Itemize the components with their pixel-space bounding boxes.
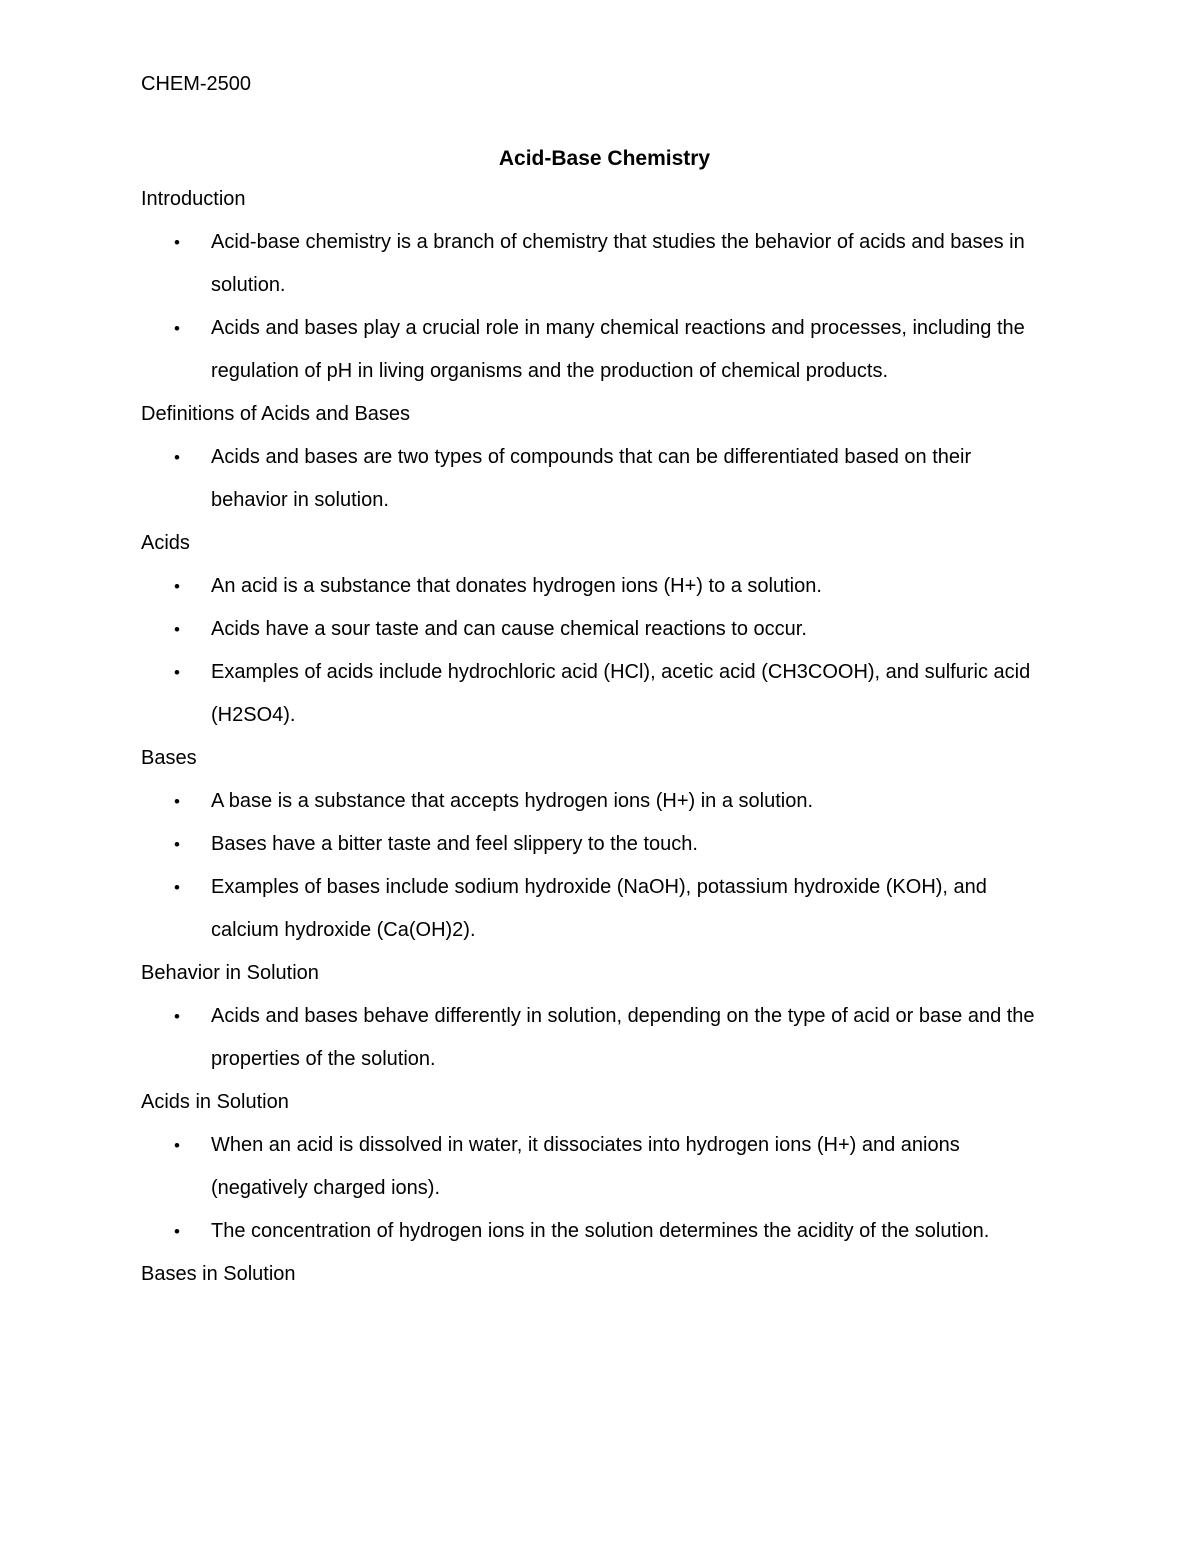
bullet-list bbox=[141, 221, 1050, 393]
list-item-text: A base is a substance that accepts hydrogen ions (H+) in a solution. bbox=[211, 790, 814, 812]
list-item-text: Examples of bases include sodium hydroxide (NaOH), potassium hydroxide (KOH), and calcium hydroxide (Ca(OH)2). bbox=[211, 876, 987, 941]
bullet-icon: • bbox=[174, 620, 180, 639]
bullet-icon: • bbox=[174, 233, 180, 252]
list-item bbox=[141, 608, 1050, 651]
list-item-text: An acid is a substance that donates hydrogen ions (H+) to a solution. bbox=[211, 575, 822, 597]
list-item-text: Acid-base chemistry is a branch of chemistry that studies the behavior of acids and bases in solution. bbox=[211, 231, 1025, 296]
list-item bbox=[141, 307, 1050, 393]
list-item-text: Acids and bases behave differently in solution, depending on the type of acid or base and the properties of the solution. bbox=[211, 1005, 1035, 1070]
bullet-icon: • bbox=[174, 835, 180, 854]
list-item bbox=[141, 1124, 1050, 1210]
list-item-text: Acids have a sour taste and can cause chemical reactions to occur. bbox=[211, 618, 807, 640]
list-item-text: Examples of acids include hydrochloric acid (HCl), acetic acid (CH3COOH), and sulfuric acid (H2SO4). bbox=[211, 661, 1031, 726]
list-item bbox=[141, 565, 1050, 608]
document-title: Acid-Base Chemistry bbox=[498, 147, 711, 170]
section-heading: Behavior in Solution bbox=[141, 962, 319, 984]
list-item-text: When an acid is dissolved in water, it dissociates into hydrogen ions (H+) and anions (negatively charged ions). bbox=[211, 1134, 960, 1199]
section-heading: Introduction bbox=[141, 188, 246, 210]
bullet-icon: • bbox=[174, 1007, 180, 1026]
bullet-list bbox=[141, 780, 1050, 952]
list-item bbox=[141, 995, 1050, 1081]
bullet-list bbox=[141, 436, 1050, 522]
list-item-text: Acids and bases are two types of compounds that can be differentiated based on their behavior in solution. bbox=[211, 446, 972, 511]
bullet-icon: • bbox=[174, 878, 180, 897]
list-item bbox=[141, 780, 1050, 823]
bullet-icon: • bbox=[174, 319, 180, 338]
bullet-icon: • bbox=[174, 448, 180, 467]
section-heading: Acids in Solution bbox=[141, 1091, 289, 1113]
list-item bbox=[141, 221, 1050, 307]
list-item bbox=[141, 866, 1050, 952]
bullet-icon: • bbox=[174, 792, 180, 811]
bullet-icon: • bbox=[174, 1136, 180, 1155]
list-item bbox=[141, 823, 1050, 866]
list-item bbox=[141, 436, 1050, 522]
section-heading: Bases bbox=[141, 747, 197, 769]
bullet-list bbox=[141, 995, 1050, 1081]
bullet-list bbox=[141, 1124, 1050, 1253]
section-heading: Bases in Solution bbox=[141, 1263, 296, 1285]
list-item-text: The concentration of hydrogen ions in the solution determines the acidity of the solution. bbox=[211, 1220, 990, 1242]
list-item-text: Bases have a bitter taste and feel slippery to the touch. bbox=[211, 833, 698, 855]
section-heading: Acids bbox=[141, 532, 190, 554]
bullet-icon: • bbox=[174, 663, 180, 682]
bullet-icon: • bbox=[174, 1222, 180, 1241]
list-item bbox=[141, 651, 1050, 737]
bullet-icon: • bbox=[174, 577, 180, 596]
list-item bbox=[141, 1210, 1050, 1253]
course-code: CHEM-2500 bbox=[141, 73, 252, 95]
list-item-text: Acids and bases play a crucial role in many chemical reactions and processes, including the regulation of pH in living organisms and the production of chemical products. bbox=[211, 317, 1025, 382]
section-heading: Definitions of Acids and Bases bbox=[141, 403, 411, 425]
document-body bbox=[141, 178, 1050, 1296]
bullet-list bbox=[141, 565, 1050, 737]
